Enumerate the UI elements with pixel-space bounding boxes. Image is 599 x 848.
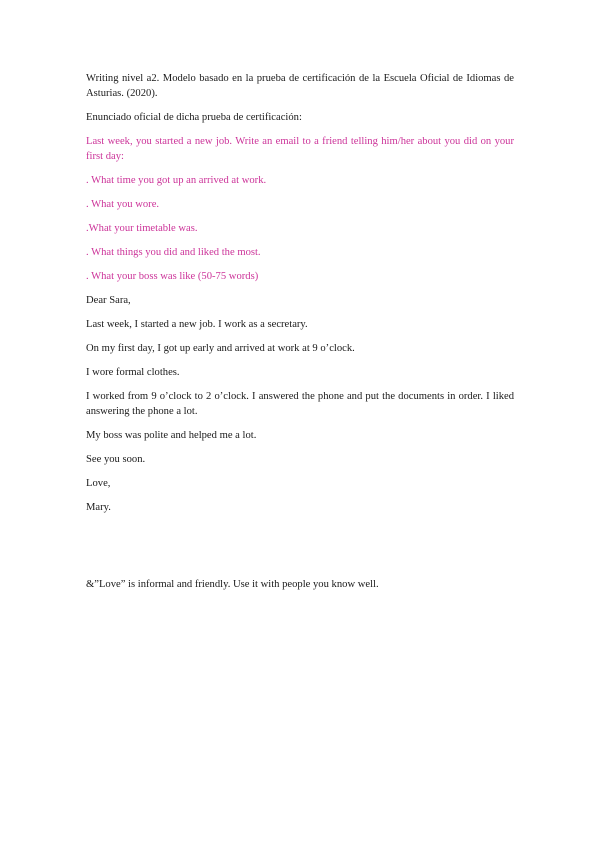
email-paragraph: I worked from 9 o’clock to 2 o’clock. I answered the phone and put the documents in order. I liked answering the phone a lot.: [86, 391, 514, 417]
task-point: . What time you got up an arrived at work.: [86, 175, 267, 186]
task-point: . What your boss was like (50-75 words): [86, 271, 259, 282]
intro-text: Writing nivel a2. Modelo basado en la prueba de certificación de la Escuela Oficial de Idiomas de Asturias. (2020).: [86, 73, 514, 99]
task-point: . What you wore.: [86, 199, 160, 210]
email-paragraph: Last week, I started a new job. I work as a secretary.: [86, 319, 308, 330]
email-paragraph: See you soon.: [86, 454, 146, 465]
task-prompt: Last week, you started a new job. Write an email to a friend telling him/her about you did on your first day:: [86, 136, 514, 162]
task-point: . What things you did and liked the most.: [86, 247, 261, 258]
task-point: .What your timetable was.: [86, 223, 198, 234]
email-paragraph: I wore formal clothes.: [86, 367, 180, 378]
email-paragraph: On my first day, I got up early and arrived at work at 9 o’clock.: [86, 343, 355, 354]
footnote: &”Love” is informal and friendly. Use it with people you know well.: [86, 579, 379, 590]
email-signature: Mary.: [86, 502, 111, 513]
spacer: [86, 524, 514, 577]
email-closing: Love,: [86, 478, 111, 489]
email-greeting: Dear Sara,: [86, 295, 131, 306]
document-page: [86, 71, 514, 601]
email-paragraph: My boss was polite and helped me a lot.: [86, 430, 257, 441]
statement-label: Enunciado oficial de dicha prueba de certificación:: [86, 112, 302, 123]
